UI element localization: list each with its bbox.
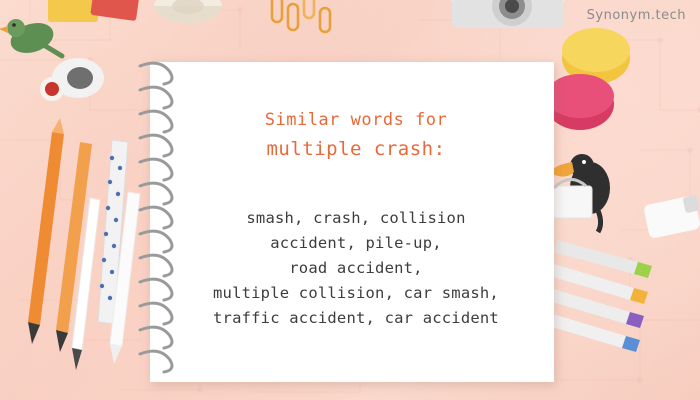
- binder-clip-white: [548, 179, 592, 218]
- crayons: [542, 240, 652, 352]
- button-red: [40, 77, 64, 101]
- search-term: multiple crash:: [266, 138, 446, 160]
- synonym-line: smash, crash, collision: [246, 209, 466, 227]
- paper-clips: [272, 0, 330, 32]
- brand-logo: Synonym.tech: [586, 8, 686, 23]
- bird-figurine: [0, 18, 62, 58]
- synonym-line: road accident,: [289, 259, 423, 278]
- synonym-line: accident, pile-up,: [270, 234, 442, 253]
- synonym-list: [184, 206, 528, 332]
- synonym-line: multiple collision, car smash,: [213, 284, 499, 303]
- notebook-content: [150, 62, 554, 382]
- notebook-page: [150, 62, 554, 382]
- page-title-prefix: Similar words for: [264, 110, 448, 130]
- synonym-line: traffic accident, car accident: [213, 309, 499, 328]
- macaron-pink: [546, 74, 614, 130]
- spiral-binding: [134, 52, 178, 392]
- paint-tube: [643, 195, 700, 239]
- right-desk-objects: [534, 0, 700, 400]
